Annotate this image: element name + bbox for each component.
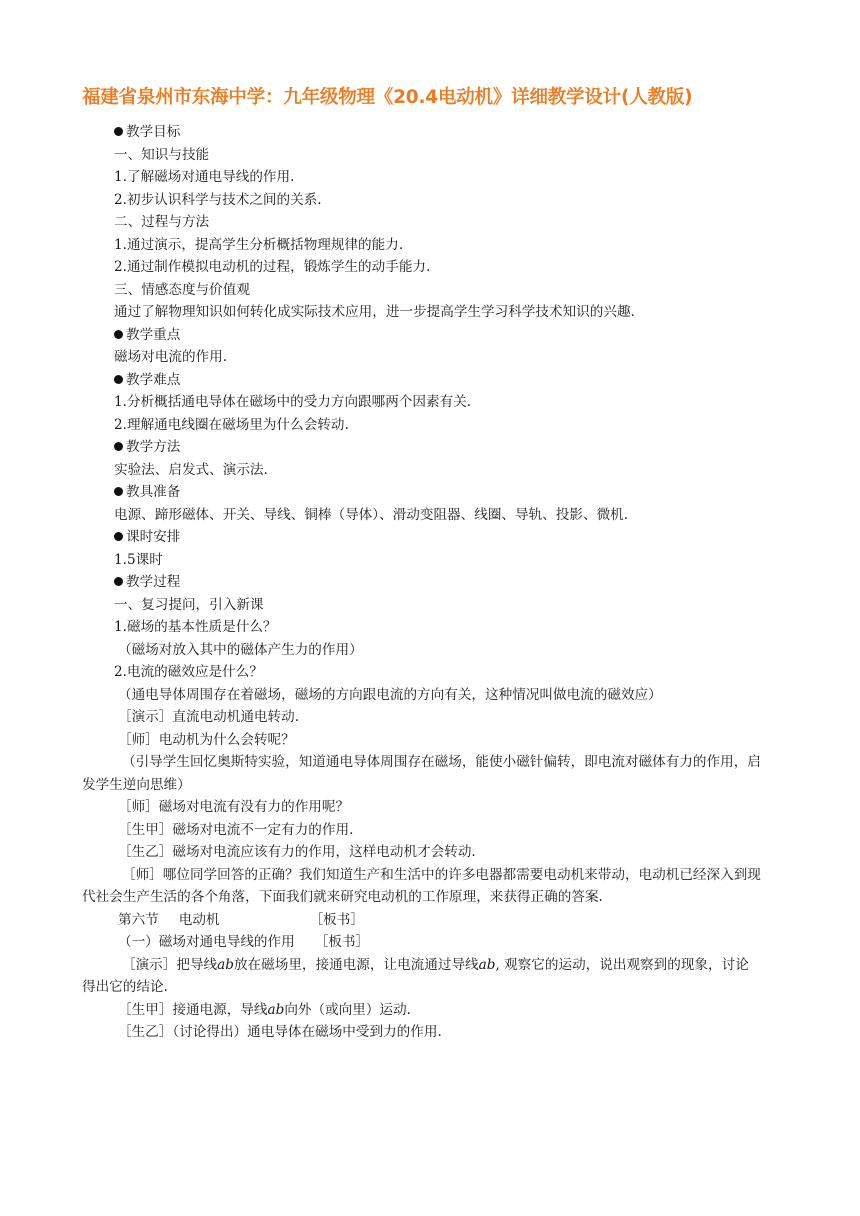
board-heading: 第六节 电动机 ［板书］ (118, 911, 364, 928)
bullet-icon (114, 487, 123, 496)
section-heading-process: 教学过程 (114, 571, 762, 594)
text-line: 一、复习提问，引入新课 (114, 596, 264, 613)
text-line: ［生甲］接通电源，导线ab向外（或向里）运动. (118, 1001, 412, 1018)
text-line: 1.分析概括通电导体在磁场中的受力方向跟哪两个因素有关. (114, 394, 472, 410)
text-line: 一、知识与技能 (114, 146, 210, 163)
text-line: ［师］电动机为什么会转呢？ (118, 731, 295, 748)
section-heading-time: 课时安排 (114, 526, 762, 549)
text-line: ［师］磁场对电流有没有力的作用呢？ (118, 799, 350, 815)
paragraph: （引导学生回忆奥斯特实验，知道通电导体周围存在磁场，能使小磁针偏转，即电流对磁体有力的作用，启发学生逆向思维） (82, 754, 761, 793)
text-line: ［演示］直流电动机通电转动. (118, 709, 300, 725)
bullet-icon (114, 532, 123, 541)
text-line: （通电导体周围存在着磁场，磁场的方向跟电流的方向有关，这种情况叫做电流的磁效应） (118, 686, 662, 703)
text-line: ［生甲］磁场对电流不一定有力的作用. (118, 821, 354, 838)
document-body (82, 121, 762, 1044)
text-line: ［生乙］磁场对电流应该有力的作用，这样电动机才会转动. (118, 844, 476, 860)
text-line: 二、过程与方法 (114, 214, 210, 230)
text-line: （磁场对放入其中的磁体产生力的作用） (118, 641, 363, 658)
text-line: 2.电流的磁效应是什么？ (114, 664, 263, 680)
section-heading-difficult: 教学难点 (114, 369, 762, 392)
paragraph: ［演示］把导线ab放在磁场里，接通电源，让电流通过导线ab, 观察它的运动，说出观察到的现象，讨论得出它的结论. (82, 956, 749, 995)
text-line: 1.了解磁场对通电导线的作用. (114, 169, 295, 185)
text-line: 2.通过制作模拟电动机的过程，锻炼学生的动手能力. (114, 259, 431, 275)
text-line: ［生乙］（讨论得出）通电导体在磁场中受到力的作用. (118, 1024, 442, 1040)
text-line: 2.理解通电线圈在磁场里为什么会转动. (114, 416, 349, 433)
section-heading-key: 教学重点 (114, 324, 762, 347)
section-heading-method: 教学方法 (114, 436, 762, 459)
text-line: 电源、蹄形磁体、开关、导线、铜棒（导体）、滑动变阻器、线圈、导轨、投影、微机. (114, 506, 629, 523)
text-line: 1.5课时 (114, 551, 163, 568)
section-heading-tools: 教具准备 (114, 481, 762, 504)
board-subheading: （一）磁场对通电导线的作用 ［板书］ (118, 934, 370, 950)
bullet-icon (114, 442, 123, 451)
section-heading-goals: 教学目标 (114, 121, 762, 144)
paragraph: ［师］哪位同学回答的正确？我们知道生产和生活中的许多电器都需要电动机来带动，电动机已经深入到现代社会生产生活的各个角落，下面我们就来研究电动机的工作原理，来获得正确的答案. (82, 866, 761, 905)
bullet-icon (114, 577, 123, 586)
bullet-icon (114, 127, 123, 136)
text-line: 通过了解物理知识如何转化成实际技术应用，进一步提高学生学习科学技术知识的兴趣. (114, 304, 635, 320)
text-line: 2.初步认识科学与技术之间的关系. (114, 191, 322, 208)
bullet-icon (114, 375, 123, 384)
text-line: 实验法、启发式、演示法. (114, 461, 268, 478)
text-line: 三、情感态度与价值观 (114, 281, 250, 298)
bullet-icon (114, 330, 123, 339)
text-line: 1.通过演示，提高学生分析概括物理规律的能力. (114, 236, 404, 253)
text-line: 磁场对电流的作用. (114, 349, 228, 365)
text-line: 1.磁场的基本性质是什么？ (114, 619, 277, 635)
document-title: 福建省泉州市东海中学：九年级物理《20.4电动机》详细教学设计(人教版) (82, 87, 693, 108)
